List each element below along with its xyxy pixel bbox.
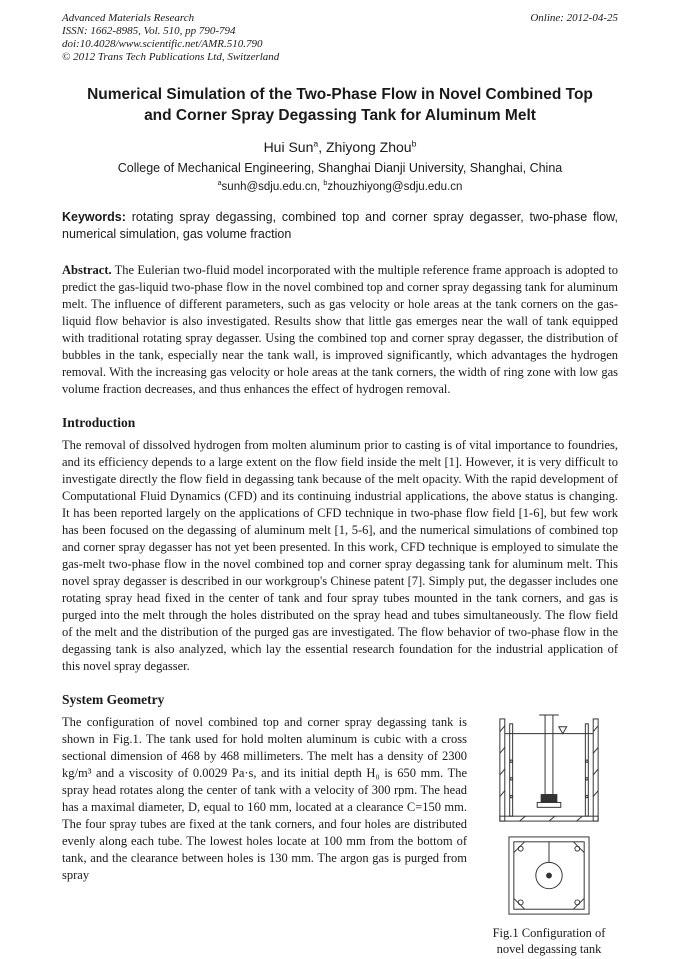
- online-date: Online: 2012-04-25: [530, 12, 618, 24]
- section-heading-system-geometry: System Geometry: [62, 692, 165, 707]
- copyright-line: © 2012 Trans Tech Publications Ltd, Switzerland: [62, 51, 280, 63]
- keywords-label: Keywords:: [62, 210, 126, 224]
- emails-line: [62, 181, 618, 193]
- tank-front-view-diagram: [490, 714, 608, 826]
- figure-caption-line-2: novel degassing tank: [496, 942, 602, 956]
- author-1: Hui Sun: [263, 139, 314, 155]
- abstract-paragraph: [62, 262, 618, 398]
- email-b-mark: b: [323, 179, 328, 188]
- system-geometry-paragraph: The configuration of novel combined top and corner spray degassing tank is shown in Fig.1. The tank used for hold molten aluminum is cubic with a cross sectional dimension of 468 by 468 millimeters. The melt has a density of 2300 kg/m³ and a viscosity of 0.0029 Pa·s, and its initial depth H₀ is 650 mm. The spray head rotates along the center of tank with a velocity of 300 rpm. The head has a maximal diameter, D, equal to 160 mm, located at a clearance C=150 mm. The four spray tubes are fixed at the tank corners, and four holes are distributed evenly along each tube. The lowest holes locate at 100 mm from the bottom of tank, and the clearance between holes is 130 mm. The argon gas is purged from spray: [62, 715, 467, 882]
- email-a-mark: a: [217, 179, 222, 188]
- issn-line: ISSN: 1662-8985, Vol. 510, pp 790-794: [62, 25, 236, 37]
- paper-title: Numerical Simulation of the Two-Phase Flow in Novel Combined Top and Corner Spray Degassing Tank for Aluminum Melt: [87, 86, 593, 124]
- author-2: Zhiyong Zhou: [325, 139, 412, 155]
- figure-caption: [480, 925, 618, 957]
- affiliation-line: College of Mechanical Engineering, Shanghai Dianji University, Shanghai, China: [117, 161, 563, 175]
- authors-line: [62, 139, 618, 155]
- figure-1: [480, 714, 618, 957]
- system-geometry-block: [62, 714, 618, 959]
- keywords-paragraph: [62, 209, 618, 242]
- email-b: zhouzhiyong@sdju.edu.cn: [327, 181, 463, 193]
- authors-separator: ,: [318, 139, 326, 155]
- journal-name: Advanced Materials Research: [62, 12, 195, 24]
- email-a: sunh@sdju.edu.cn,: [221, 181, 324, 193]
- abstract-text: The Eulerian two-fluid model incorporated with the multiple reference frame approach is adopted to predict the gas-liquid two-phase flow in the novel combined top and corner spray degassing tank for aluminum melt. The influence of different parameters, such as gas velocity or hole areas at the tank corners on the gas-liquid flow behavior is also investigated. Results show that little gas emerges near the wall of tank equipped with traditional rotating spray degasser. Using the combined top and corner spray degasser, the distribution of bubbles in the tank, especially near the tank wall, is improved significantly, which advantages the hydrogen removal. With the increasing gas velocity or hole areas at the tank corners, the width of ring zone with low gas volume fraction decreases, and thus enhances the effect of hydrogen removal.: [62, 263, 618, 396]
- figure-caption-line-1: Fig.1 Configuration of: [492, 926, 606, 940]
- author-2-affil-mark: b: [411, 138, 417, 149]
- doi-line: doi:10.4028/www.scientific.net/AMR.510.790: [62, 38, 263, 50]
- paper-header: [62, 12, 618, 64]
- section-heading-introduction: Introduction: [62, 415, 136, 430]
- keywords-text: rotating spray degassing, combined top and corner spray degasser, two-phase flow, numerical simulation, gas volume fraction: [62, 210, 618, 241]
- abstract-label: Abstract.: [62, 263, 112, 277]
- journal-info: [62, 12, 279, 64]
- introduction-paragraph: The removal of dissolved hydrogen from molten aluminum prior to casting is of vital importance to foundries, and its efficiency depends to a large extent on the flow field inside the melt [1]. However, it is very difficult to investigate directly the flow field in degassing tank because of the melt opacity. With the rapid development of Computational Fluid Dynamics (CFD) and its continuing industrial applications, the above status is changing. It has been reported largely on the applications of CFD technique in two-phase flow field [1-6], but few work has been focused on the degassing of aluminum melt [1, 5-6], and the numerical simulations of combined top and corner spray degasser has not yet been presented. In this work, CFD technique is employed to simulate the gas-melt two-phase flow in the novel combined top and corner spray degassing tank for aluminum melt. This novel spray degasser is described in our workgroup's Chinese patent [7]. Simply put, the degasser includes one rotating spray head fixed in the center of tank and four spray tubes mounted in the tank corners, and gas is purged into the melt through the holes distributed on the spray head and tubes simultaneously. The flow field of the melt and the distribution of the purged gas are investigated. The flow behavior of two-phase flow in the degassing tank is also analyzed, which lay the essential research foundation for the industrial application of this novel spray degasser.: [62, 438, 618, 673]
- author-1-affil-mark: a: [313, 138, 319, 149]
- tank-top-view-diagram: [495, 834, 603, 918]
